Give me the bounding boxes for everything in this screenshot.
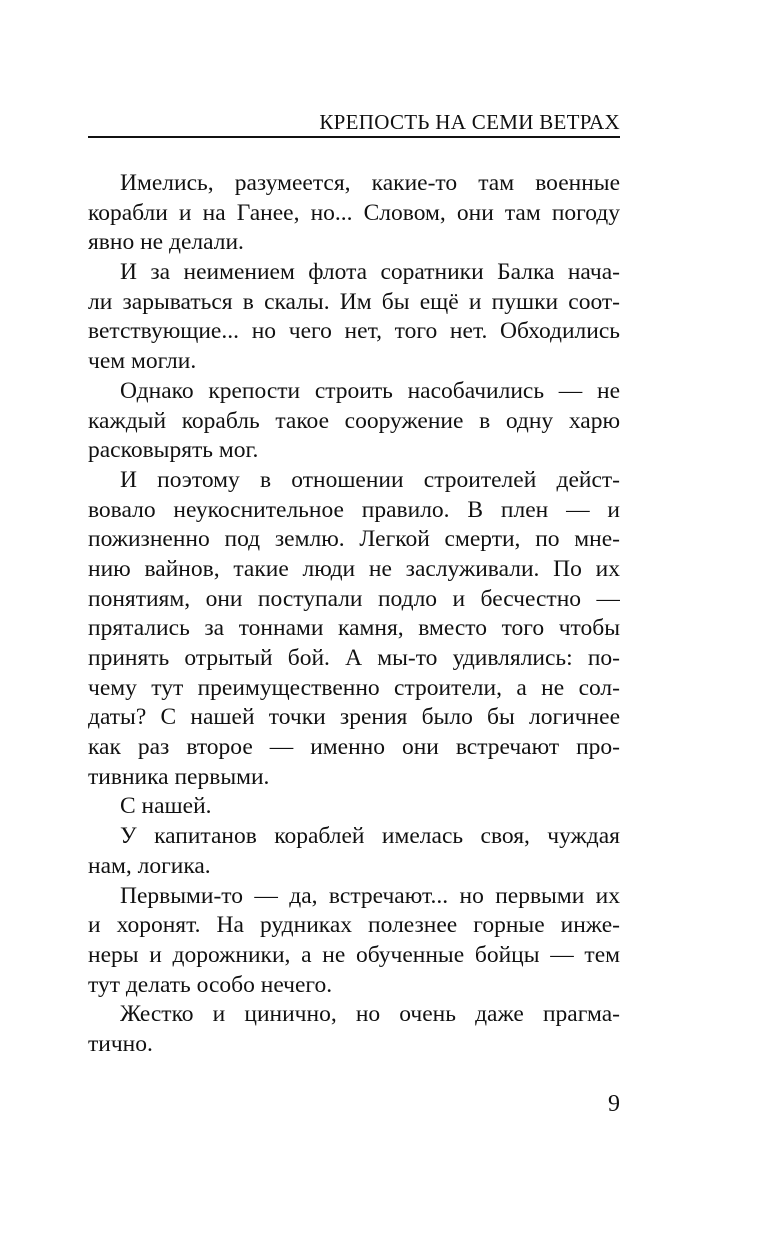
text-line: пожизненно под землю. Легкой смерти, по мне- — [88, 526, 620, 553]
page-number: 9 — [608, 1091, 620, 1117]
text-line: С нашей. — [120, 793, 212, 820]
text-line: Имелись, разумеется, какие-то там военные — [120, 170, 620, 196]
running-head: КРЕПОСТЬ НА СЕМИ ВЕТРАХ — [319, 110, 620, 134]
text-line: принять отрытый бой. А мы-то удивлялись: по- — [88, 645, 620, 671]
text-line: У капитанов кораблей имелась своя, чуждая — [120, 823, 620, 850]
text-line: расковырять мог. — [88, 437, 259, 464]
text-line: тут делать особо нечего. — [88, 971, 333, 998]
text-line: вовало неукоснительное правило. В плен — и — [88, 496, 620, 523]
text-line: Однако крепости строить насобачились — не — [120, 377, 620, 404]
text-line: И за неимением флота соратники Балка нача- — [120, 259, 620, 286]
text-line: тивника первыми. — [88, 763, 270, 790]
text-line: ветствующие... но чего нет, того нет. Обходились — [88, 318, 620, 345]
text-line: Жестко и цинично, но очень даже прагма- — [120, 1001, 620, 1028]
text-line: и хоронят. На рудниках полезнее горные инже- — [88, 912, 620, 939]
text-line: нию вайнов, такие люди не заслуживали. По их — [88, 555, 620, 582]
text-line: понятиям, они поступали подло и бесчестно — — [88, 585, 620, 612]
text-line: каждый корабль такое сооружение в одну харю — [88, 407, 620, 434]
text-line: чему тут преимущественно строители, а не сол- — [88, 674, 620, 701]
body-text — [88, 169, 620, 1060]
text-line: неры и дорожники, а не обученные бойцы — тем — [88, 941, 620, 968]
text-line: корабли и на Ганее, но... Словом, они там погоду — [88, 199, 620, 226]
text-line: тично. — [88, 1030, 153, 1057]
text-line: нам, логика. — [88, 852, 211, 879]
text-line: И поэтому в отношении строителей дейст- — [120, 466, 620, 493]
text-line: прятались за тоннами камня, вместо того чтобы — [88, 615, 620, 642]
text-line: Первыми-то — да, встречают... но первыми их — [120, 882, 620, 909]
text-line: явно не делали. — [88, 229, 244, 256]
header-rule — [88, 136, 620, 138]
text-line: как раз второе — именно они встречают про- — [88, 734, 620, 761]
text-line: ли зарываться в скалы. Им бы ещё и пушки соот- — [88, 288, 620, 315]
text-line: даты? С нашей точки зрения было бы логичнее — [88, 704, 620, 731]
text-line: чем могли. — [88, 348, 197, 375]
